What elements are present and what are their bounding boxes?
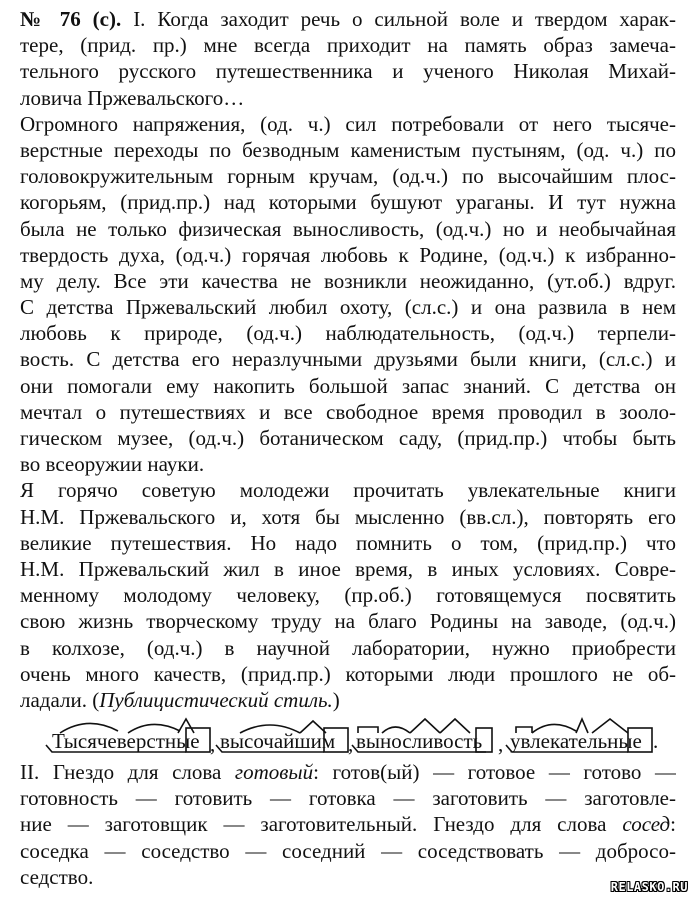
text-line: была не только физическая выносливость, (од.ч.) но и необычайная <box>20 216 676 241</box>
text-fragment: ) <box>332 687 340 712</box>
text-fragment: : готов(ый) — готовое — готово — <box>313 760 676 785</box>
text-line: Огромного напряжения, (од. ч.) сил потребовали от него тысяче- <box>20 111 676 136</box>
text-line: С детства Пржевальский любил охоту, (сл.с.) и она развила в нем <box>20 295 676 320</box>
text-line: тельного русского путешественника и ученого Николая Михай- <box>20 59 676 84</box>
text-line: Я горячо советую молодежи прочитать увлекательные книги <box>20 478 676 503</box>
text-line: во всеоружии науки. <box>20 452 205 477</box>
morpheme-marks <box>20 715 676 759</box>
morph-separator: , <box>498 732 504 757</box>
morph-separator: . <box>653 729 659 754</box>
watermark: RELASKO.RU <box>610 880 688 894</box>
morph-separator: , <box>210 732 216 757</box>
morph-separator: , <box>348 732 354 757</box>
nest-word: сосед <box>622 812 671 837</box>
exercise-number: № 76 (с). <box>20 7 122 31</box>
text-line: любовь к природе, (од.ч.) наблюдательность, (од.ч.) терпели- <box>20 321 676 346</box>
text-line: ловича Пржевальского… <box>20 85 245 110</box>
morph-word: Тысячеверстные <box>52 729 200 754</box>
morph-word: выносливость <box>356 729 483 754</box>
text-line: они помогали ему накопить большой запас знаний. С детства он <box>20 373 676 398</box>
nest-word: готовый <box>234 760 314 785</box>
text-line: великие путешествия. Но надо помнить о том, (прид.пр.) что <box>20 530 676 555</box>
text-line: седство. <box>20 864 94 889</box>
text-line: вость. С детства его неразлучными друзьями были книги, (сл.с.) и <box>20 347 676 372</box>
text-fragment: ние — заготовщик — заготовительный. Гнездо для слова <box>20 812 623 837</box>
text-fragment: I. Когда заходит речь о сильной воле и твердом харак- <box>121 7 676 31</box>
text-line: головокружительным горным кручам, (од.ч.) по высочайшим плос- <box>20 164 676 189</box>
text-fragment: II. Гнездо для слова <box>20 760 235 785</box>
style-note: Публицистический стиль. <box>99 687 333 712</box>
text-line: Н.М. Пржевальский жил в иное время, в иных условиях. Совре- <box>20 556 676 581</box>
text-line: свою жизнь творческому труду на благо Родины на заводе, (од.ч.) <box>20 609 676 634</box>
morpheme-analysis <box>20 715 676 759</box>
text-line <box>20 759 676 785</box>
text-line: му делу. Все эти качества не возникли неожиданно, (ут.об.) вдруг. <box>20 268 676 293</box>
morph-word: увлекательные <box>510 729 642 754</box>
text-line: когорьям, (прид.пр.) над которыми бушуют ураганы. И тут нужна <box>20 190 676 215</box>
text-line <box>20 687 676 713</box>
text-line <box>20 811 676 837</box>
text-line: мечтал о путешествиях и все свободное время проводил в зооло- <box>20 399 676 424</box>
exercise-page <box>20 6 676 890</box>
text-line: соседка — соседство — соседний — соседствовать — добросо- <box>20 838 676 863</box>
text-line <box>20 6 676 32</box>
text-line: менному молодому человеку, (пр.об.) готовящемуся посвятить <box>20 583 676 608</box>
morph-word: высочайшим <box>220 729 336 754</box>
text-line: тере, (прид. пр.) мне всегда приходит на память образ замеча- <box>20 33 676 58</box>
text-fragment: : <box>670 812 676 837</box>
text-line: готовность — готовить — готовка — заготовить — заготовле- <box>20 786 676 811</box>
text-line: очень много качеств, (прид.пр.) которыми люди прошлого не об- <box>20 661 676 686</box>
text-fragment: ладали. ( <box>20 687 100 712</box>
text-line: Н.М. Пржевальского и, хотя бы мысленно (вв.сл.), повторять его <box>20 504 676 529</box>
text-line: в колхозе, (од.ч.) в научной лаборатории, нужно приобрести <box>20 635 676 660</box>
text-line: гическом музее, (од.ч.) ботаническом саду, (прид.пр.) чтобы быть <box>20 426 676 450</box>
text-line: твердость духа, (од.ч.) горячая любовь к Родине, (од.ч.) к избранно- <box>20 242 676 267</box>
text-line: верстные переходы по безводным каменистым пустыням, (од. ч.) по <box>20 137 676 162</box>
